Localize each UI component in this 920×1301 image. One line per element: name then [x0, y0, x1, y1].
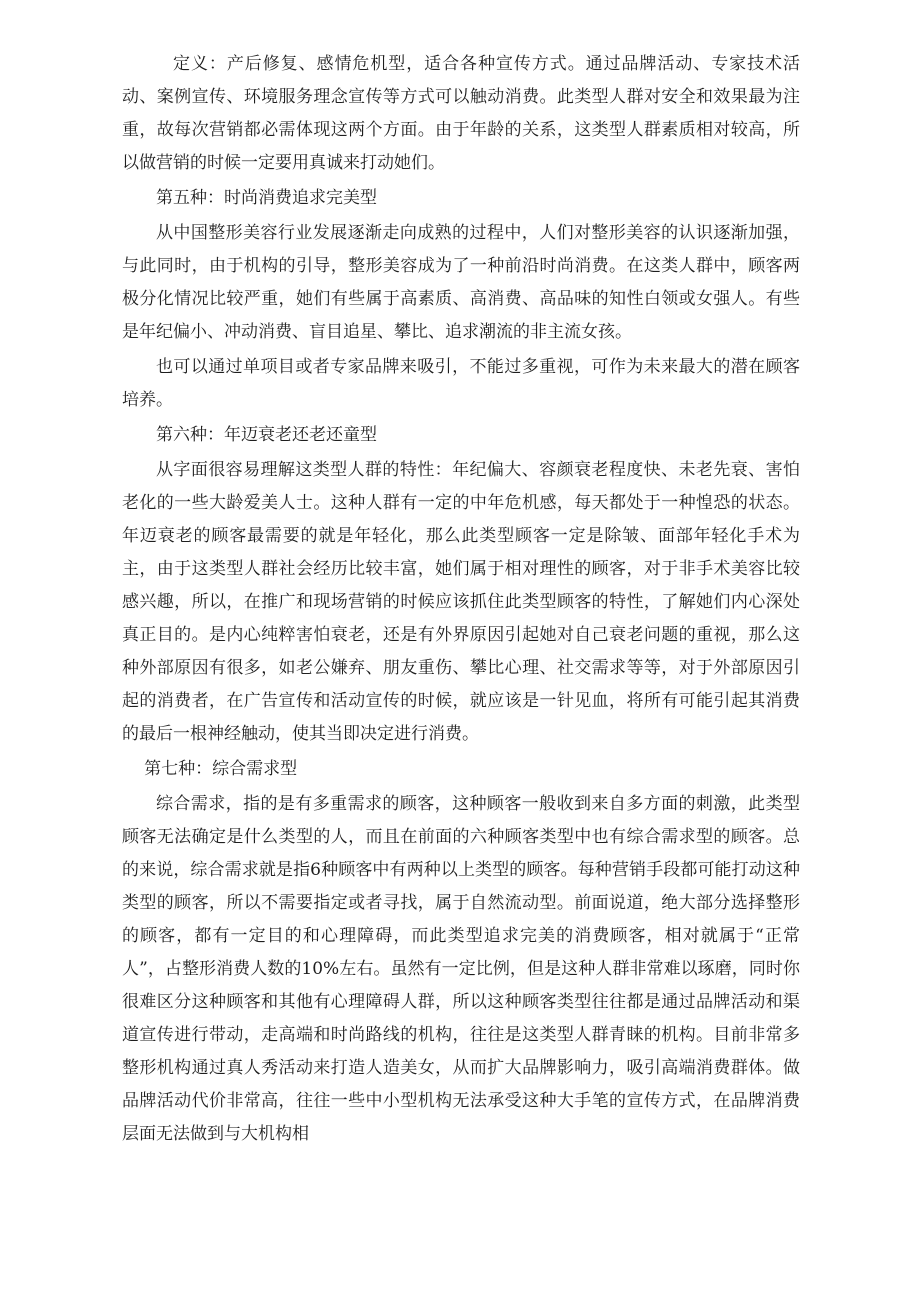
paragraph-fashion-attraction: 也可以通过单项目或者专家品牌来吸引，不能过多重视，可作为未来最大的潜在顾客培养。	[122, 357, 800, 410]
paragraph-aging: 从字面很容易理解这类型人群的特性：年纪偏大、容颜衰老程度快、未老先衰、害怕老化的一些大龄爱美人士。这种人群有一定的中年危机感，每天都处于一种惶恐的状态。年迈衰老的顾客最需要的就是年轻化，那么此类型顾客一定是除皱、面部年轻化手术为主，由于这类型人群社会经历比较丰富，她们属于相对理性的顾客，对于非手术美容比较感兴趣，所以，在推广和现场营销的时候应该抓住此类型顾客的特性，了解她们内心深处真正目的。是内心纯粹害怕衰老，还是有外界原因引起她对自己衰老问题的重视，那么这种外部原因有很多，如老公嫌弃、朋友重伤、攀比心理、社交需求等等，对于外部原因引起的消费者，在广告宣传和活动宣传的时候，就应该是一针见血，将所有可能引起其消费的最后一根神经触动，使其当即决定进行消费。	[122, 460, 800, 744]
paragraph-definition: 定义：产后修复、感情危机型，适合各种宣传方式。通过品牌活动、专家技术活动、案例宣传、环境服务理念宣传等方式可以触动消费。此类型人群对安全和效果最为注重，故每次营销都必需体现这两个方面。由于年龄的关系，这类型人群素质相对较高，所以做营销的时候一定要用真诚来打动她们。	[122, 54, 800, 173]
heading-type-five: 第五种：时尚消费追求完美型	[156, 188, 377, 208]
paragraph-fashion-consumption: 从中国整形美容行业发展逐渐走向成熟的过程中，人们对整形美容的认识逐渐加强，与此同时，由于机构的引导，整形美容成为了一种前沿时尚消费。在这类人群中，顾客两极分化情况比较严重，她们有些属于高素质、高消费、高品味的知性白领或女强人。有些是年纪偏小、冲动消费、盲目追星、攀比、追求潮流的非主流女孩。	[122, 223, 800, 342]
paragraph-comprehensive-needs: 综合需求，指的是有多重需求的顾客，这种顾客一般收到来自多方面的刺激，此类型顾客无法确定是什么类型的人，而且在前面的六种顾客类型中也有综合需求型的顾客。总的来说，综合需求就是指6种顾客中有两种以上类型的顾客。每种营销手段都可能打动这种类型的顾客，所以不需要指定或者寻找，属于自然流动型。前面说道，绝大部分选择整形的顾客，都有一定目的和心理障碍，而此类型追求完美的消费顾客，相对就属于“正常人”，占整形消费人数的10%左右。虽然有一定比例，但是这种人群非常难以琢磨，同时你很难区分这种顾客和其他有心理障碍人群，所以这种顾客类型往往都是通过品牌活动和渠道宣传进行带动，走高端和时尚路线的机构，往往是这类型人群青睐的机构。目前非常多整形机构通过真人秀活动来打造人造美女，从而扩大品牌影响力，吸引高端消费群体。做品牌活动代价非常高，往往一些中小型机构无法承受这种大手笔的宣传方式，在品牌消费层面无法做到与大机构相	[122, 794, 800, 1144]
heading-type-seven: 第七种：综合需求型	[144, 759, 298, 779]
document-body	[122, 48, 800, 1151]
heading-type-six: 第六种：年迈衰老还老还童型	[156, 425, 377, 445]
